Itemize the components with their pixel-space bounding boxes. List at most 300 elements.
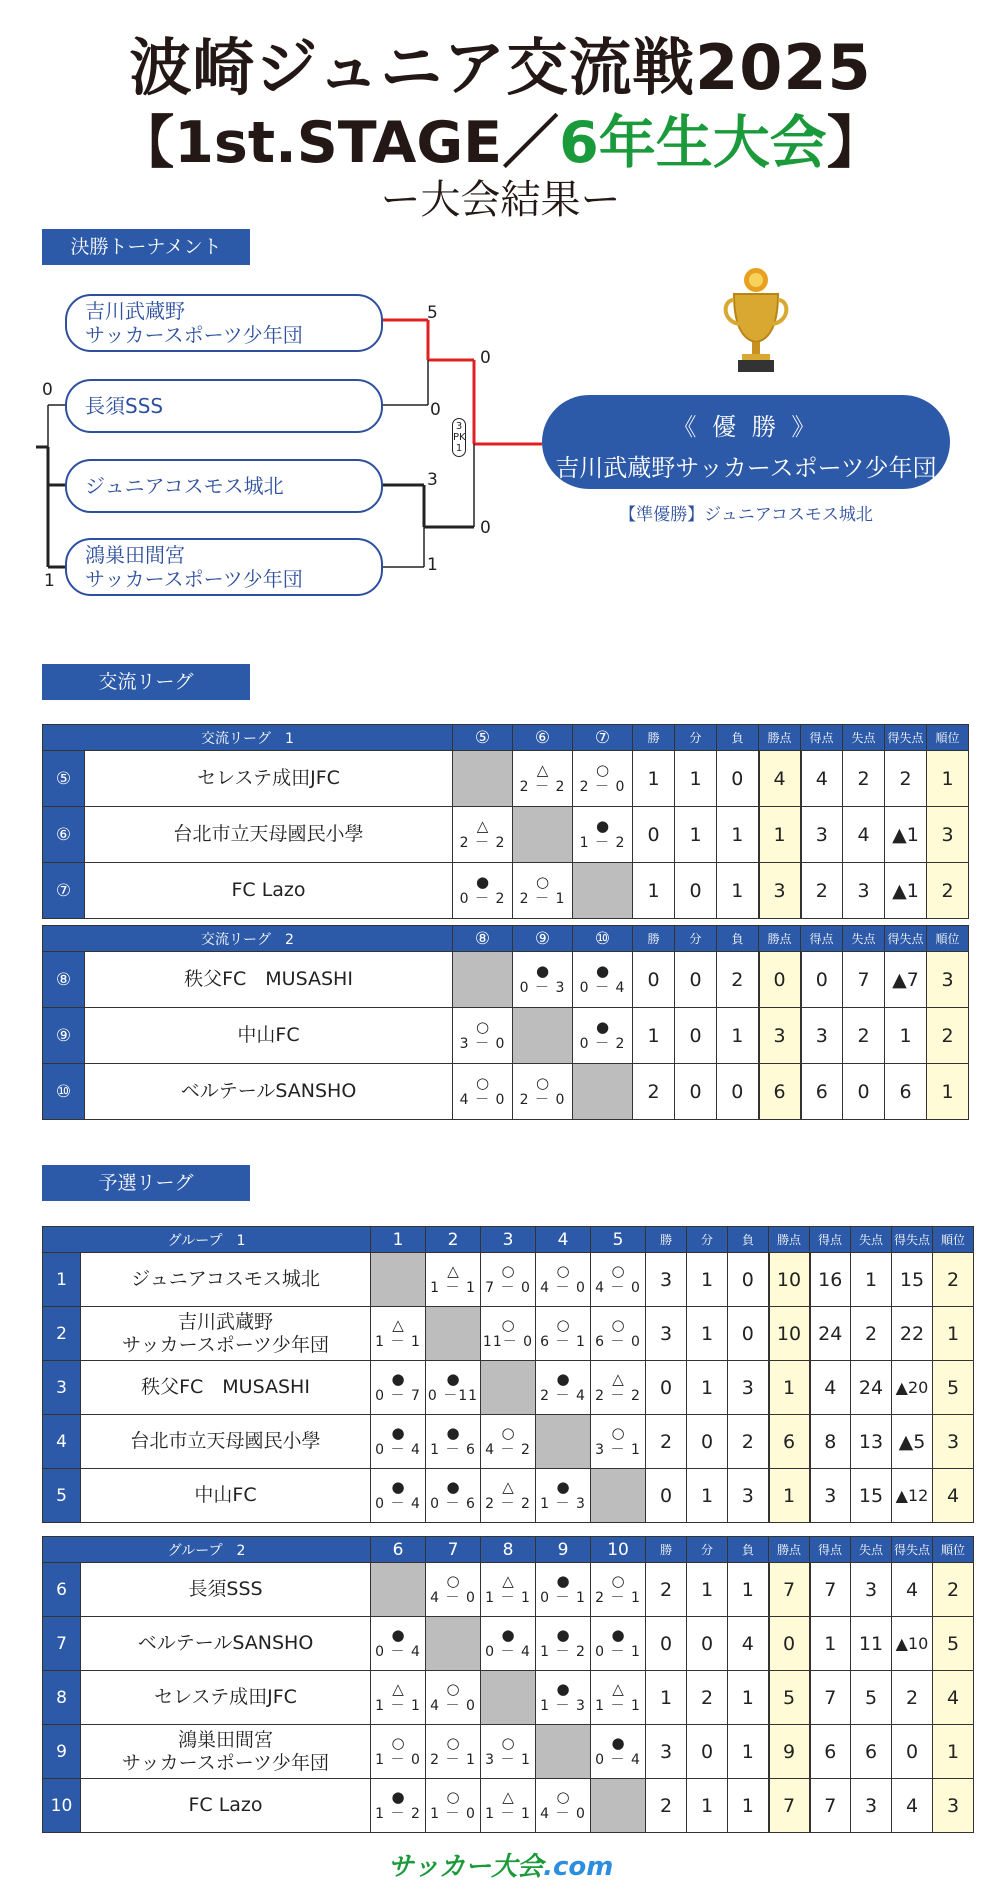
- rank-cell: 2: [933, 1253, 974, 1307]
- column-header-stat: 順位: [933, 1227, 974, 1253]
- column-header-stat: 負: [717, 926, 759, 952]
- result-mark: ●: [595, 1017, 610, 1036]
- stat-cell: 2: [892, 1671, 933, 1725]
- column-header-team: 8: [481, 1537, 536, 1563]
- stat-cell: 0: [646, 1469, 687, 1523]
- result-score: 1 － 1: [375, 1698, 421, 1715]
- result-mark: ●: [595, 816, 610, 835]
- stat-cell: 2: [717, 952, 759, 1008]
- row-number: 6: [43, 1563, 81, 1617]
- row-number: 3: [43, 1361, 81, 1415]
- match-result: [591, 1317, 645, 1350]
- rank-cell: 5: [933, 1361, 974, 1415]
- match-result-cell: [426, 1469, 481, 1523]
- column-header-team: 1: [371, 1227, 426, 1253]
- score-team-3: 3: [427, 470, 438, 490]
- stat-cell: 1: [675, 807, 717, 863]
- stat-cell: 3: [810, 1469, 851, 1523]
- column-header-stat: 得失点: [892, 1537, 933, 1563]
- stat-cell: 1: [646, 1671, 687, 1725]
- row-number: 9: [43, 1725, 81, 1779]
- rank-cell: 2: [933, 1563, 974, 1617]
- table-title: グループ 2: [43, 1537, 371, 1563]
- column-header-stat: 得点: [801, 725, 843, 751]
- stat-cell: 1: [717, 807, 759, 863]
- stat-cell: 2: [728, 1415, 769, 1469]
- stat-cell: 3: [646, 1307, 687, 1361]
- stat-cell: 5: [851, 1671, 892, 1725]
- exchange-section-label: 交流リーグ: [42, 664, 250, 700]
- table-title: グループ 1: [43, 1227, 371, 1253]
- table-row: [43, 1361, 974, 1415]
- result-mark: ●: [556, 1571, 570, 1590]
- column-header-stat: 得失点: [892, 1227, 933, 1253]
- column-header-stat: 得点: [810, 1227, 851, 1253]
- row-number: 8: [43, 1671, 81, 1725]
- column-header-stat: 勝: [633, 725, 675, 751]
- match-result: [371, 1681, 425, 1714]
- result-mark: ●: [611, 1733, 625, 1752]
- result-mark: ○: [501, 1315, 515, 1334]
- stat-cell: 4: [728, 1617, 769, 1671]
- result-mark: ○: [535, 1073, 550, 1092]
- result-score: 6 － 0: [595, 1334, 641, 1351]
- result-mark: ○: [475, 1073, 490, 1092]
- result-score: 1 － 1: [595, 1698, 641, 1715]
- match-result: [481, 1735, 535, 1768]
- rank-cell: 4: [933, 1469, 974, 1523]
- result-score: 2 － 0: [579, 779, 626, 796]
- rank-cell: 3: [927, 952, 969, 1008]
- match-result: [573, 762, 632, 795]
- stat-cell: 3: [728, 1469, 769, 1523]
- team-name: ジュニアコスモス城北: [81, 1253, 371, 1307]
- match-result-cell: [481, 1469, 536, 1523]
- stat-cell: 0: [801, 952, 843, 1008]
- stat-cell: 2: [633, 1064, 675, 1120]
- result-mark: ●: [611, 1625, 625, 1644]
- match-result-cell: [513, 751, 573, 807]
- result-score: 1 － 1: [485, 1806, 531, 1823]
- stat-cell: 0: [646, 1361, 687, 1415]
- result-mark: △: [612, 1369, 624, 1388]
- column-header-team: 10: [591, 1537, 646, 1563]
- team-name: 秩父FC MUSASHI: [81, 1361, 371, 1415]
- result-score: 0 － 1: [540, 1590, 586, 1607]
- league-table: [42, 925, 969, 1120]
- team-name: ベルテールSANSHO: [85, 1064, 453, 1120]
- result-score: 3 － 1: [485, 1752, 531, 1769]
- stat-cell: 3: [801, 1008, 843, 1064]
- match-result: [573, 818, 632, 851]
- column-header-team: ⑩: [573, 926, 633, 952]
- result-score: 1 － 6: [430, 1442, 476, 1459]
- column-header-stat: 得失点: [885, 926, 927, 952]
- match-result: [591, 1735, 645, 1768]
- stat-cell: 1: [728, 1779, 769, 1833]
- stat-cell: 1: [885, 1008, 927, 1064]
- result-mark: △: [502, 1571, 514, 1590]
- match-result-cell: [453, 1008, 513, 1064]
- rank-cell: 3: [927, 807, 969, 863]
- match-result: [513, 1075, 572, 1108]
- stat-cell: 15: [892, 1253, 933, 1307]
- match-result: [513, 963, 572, 996]
- match-result: [426, 1735, 480, 1768]
- winner-name: 吉川武蔵野サッカースポーツ少年団: [555, 454, 937, 482]
- match-result-cell: [481, 1779, 536, 1833]
- result-mark: ●: [446, 1477, 460, 1496]
- stat-cell: ▲12: [892, 1469, 933, 1523]
- score-left-top: 0: [42, 380, 53, 400]
- match-result: [513, 874, 572, 907]
- stat-cell: 2: [646, 1779, 687, 1833]
- stat-cell: 1: [810, 1617, 851, 1671]
- row-number: ⑧: [43, 952, 85, 1008]
- result-score: 0 － 4: [375, 1496, 421, 1513]
- match-result-cell: [426, 1361, 481, 1415]
- stat-cell: 1: [633, 1008, 675, 1064]
- result-mark: ○: [475, 1017, 490, 1036]
- column-header-stat: 順位: [927, 725, 969, 751]
- row-number: 7: [43, 1617, 81, 1671]
- stat-cell: 6: [851, 1725, 892, 1779]
- result-score: 0 － 4: [375, 1644, 421, 1661]
- match-result: [426, 1263, 480, 1296]
- self-match-cell: [426, 1617, 481, 1671]
- match-result: [371, 1735, 425, 1768]
- stat-cell: 22: [892, 1307, 933, 1361]
- stat-cell: 1: [728, 1671, 769, 1725]
- column-header-stat: 失点: [843, 725, 885, 751]
- match-result: [573, 963, 632, 996]
- row-number: 4: [43, 1415, 81, 1469]
- trophy-icon: [726, 268, 787, 372]
- team-name: FC Lazo: [81, 1779, 371, 1833]
- self-match-cell: [453, 751, 513, 807]
- self-match-cell: [536, 1415, 591, 1469]
- stat-cell: 1: [851, 1253, 892, 1307]
- result-score: 1 － 0: [430, 1806, 476, 1823]
- self-match-cell: [573, 1064, 633, 1120]
- stat-cell: 2: [843, 751, 885, 807]
- column-header-team: 2: [426, 1227, 481, 1253]
- result-mark: ○: [556, 1315, 570, 1334]
- table-row: [43, 1779, 974, 1833]
- match-result: [536, 1371, 590, 1404]
- points-cell: 0: [759, 952, 801, 1008]
- match-result: [591, 1681, 645, 1714]
- match-result-cell: [426, 1671, 481, 1725]
- self-match-cell: [513, 1008, 573, 1064]
- stat-cell: 2: [885, 751, 927, 807]
- stat-cell: 1: [687, 1779, 728, 1833]
- pk-score: [452, 418, 466, 457]
- stat-cell: 1: [687, 1361, 728, 1415]
- match-result: [426, 1425, 480, 1458]
- table-row: [43, 1671, 974, 1725]
- rank-cell: 4: [933, 1671, 974, 1725]
- points-cell: 1: [759, 807, 801, 863]
- result-mark: ●: [556, 1625, 570, 1644]
- result-score: 1 － 1: [430, 1280, 476, 1297]
- result-score: 2 － 4: [540, 1388, 586, 1405]
- stat-cell: 0: [633, 807, 675, 863]
- stat-cell: ▲7: [885, 952, 927, 1008]
- score-semi-top: 0: [480, 348, 491, 368]
- result-mark: △: [476, 816, 489, 835]
- match-result-cell: [371, 1415, 426, 1469]
- rank-cell: 1: [933, 1725, 974, 1779]
- match-result-cell: [536, 1469, 591, 1523]
- rank-cell: 3: [933, 1415, 974, 1469]
- stat-cell: 4: [843, 807, 885, 863]
- match-result-cell: [591, 1307, 646, 1361]
- result-score: 2 － 1: [595, 1590, 641, 1607]
- stat-cell: 2: [843, 1008, 885, 1064]
- result-score: 0 － 2: [579, 1036, 626, 1053]
- points-cell: 7: [769, 1779, 810, 1833]
- stat-cell: 0: [892, 1725, 933, 1779]
- result-score: 4 － 2: [485, 1442, 531, 1459]
- match-result: [591, 1627, 645, 1660]
- stat-cell: 4: [892, 1779, 933, 1833]
- column-header-stat: 負: [717, 725, 759, 751]
- stat-cell: 7: [843, 952, 885, 1008]
- stat-cell: ▲1: [885, 863, 927, 919]
- team-name: ジュニアコスモス城北: [85, 474, 284, 498]
- table-row: [43, 1469, 974, 1523]
- match-result-cell: [573, 807, 633, 863]
- page-caption: ー大会結果ー: [380, 177, 621, 223]
- column-header-team: ⑧: [453, 926, 513, 952]
- league-table: [42, 1536, 974, 1833]
- stat-cell: 24: [810, 1307, 851, 1361]
- league-table: [42, 724, 969, 919]
- result-mark: △: [392, 1315, 404, 1334]
- stat-cell: ▲5: [892, 1415, 933, 1469]
- result-score: 4 － 0: [595, 1280, 641, 1297]
- result-score: 3 － 0: [459, 1036, 506, 1053]
- subtitle-green: 6年生大会: [559, 110, 827, 176]
- match-result: [536, 1479, 590, 1512]
- stat-cell: 7: [810, 1779, 851, 1833]
- match-result-cell: [591, 1415, 646, 1469]
- column-header-team: ⑦: [573, 725, 633, 751]
- result-mark: ●: [446, 1423, 460, 1442]
- column-header-stat: 失点: [843, 926, 885, 952]
- result-score: 3 － 1: [595, 1442, 641, 1459]
- match-result-cell: [426, 1415, 481, 1469]
- match-result: [481, 1425, 535, 1458]
- rank-cell: 3: [933, 1779, 974, 1833]
- result-score: 0 － 7: [375, 1388, 421, 1405]
- row-number: ⑦: [43, 863, 85, 919]
- runner-up: 【準優勝】ジュニアコスモス城北: [619, 505, 873, 525]
- stat-cell: 0: [717, 751, 759, 807]
- match-result-cell: [426, 1725, 481, 1779]
- column-header-stat: 分: [675, 725, 717, 751]
- row-number: ⑩: [43, 1064, 85, 1120]
- match-result: [371, 1627, 425, 1660]
- result-mark: ○: [611, 1261, 625, 1280]
- stat-cell: 4: [810, 1361, 851, 1415]
- subtitle-post: 】: [826, 110, 884, 176]
- self-match-cell: [371, 1563, 426, 1617]
- stat-cell: 2: [851, 1307, 892, 1361]
- footer-logo-main: サッカー大会: [387, 1852, 544, 1882]
- stat-cell: 15: [851, 1469, 892, 1523]
- result-score: 2 － 0: [519, 1092, 566, 1109]
- stat-cell: 0: [633, 952, 675, 1008]
- score-left-bottom: 1: [44, 571, 55, 591]
- result-score: 4 － 0: [430, 1698, 476, 1715]
- match-result: [591, 1425, 645, 1458]
- table-title: 交流リーグ 2: [43, 926, 453, 952]
- stat-cell: 8: [810, 1415, 851, 1469]
- result-mark: △: [536, 760, 549, 779]
- match-result-cell: [426, 1253, 481, 1307]
- table-row: [43, 1725, 974, 1779]
- match-result-cell: [453, 1064, 513, 1120]
- self-match-cell: [536, 1725, 591, 1779]
- points-cell: 9: [769, 1725, 810, 1779]
- final-section-label: 決勝トーナメント: [42, 229, 250, 265]
- team-name: 中山FC: [81, 1469, 371, 1523]
- match-result: [481, 1479, 535, 1512]
- points-cell: 3: [759, 863, 801, 919]
- result-mark: ○: [556, 1261, 570, 1280]
- points-cell: 0: [769, 1617, 810, 1671]
- result-mark: ○: [446, 1571, 460, 1590]
- result-score: 1 － 0: [375, 1752, 421, 1769]
- score-team-1: 5: [427, 303, 438, 323]
- rank-cell: 1: [933, 1307, 974, 1361]
- match-result: [371, 1425, 425, 1458]
- result-mark: ●: [391, 1787, 405, 1806]
- team-name: 台北市立天母國民小學: [81, 1415, 371, 1469]
- result-score: 1 － 3: [540, 1698, 586, 1715]
- score-team-4: 1: [427, 555, 438, 575]
- match-result-cell: [371, 1725, 426, 1779]
- prelim-section-label: 予選リーグ: [42, 1165, 250, 1201]
- result-score: 4 － 0: [430, 1590, 476, 1607]
- column-header-stat: 順位: [933, 1537, 974, 1563]
- self-match-cell: [426, 1307, 481, 1361]
- match-result-cell: [591, 1671, 646, 1725]
- result-score: 1 － 1: [485, 1590, 531, 1607]
- stat-cell: 3: [728, 1361, 769, 1415]
- result-score: 0 －11: [427, 1388, 479, 1405]
- column-header-stat: 勝: [646, 1537, 687, 1563]
- result-score: 1 － 2: [375, 1806, 421, 1823]
- match-result-cell: [513, 863, 573, 919]
- column-header-team: ⑥: [513, 725, 573, 751]
- column-header-team: ⑤: [453, 725, 513, 751]
- table-title: 交流リーグ 1: [43, 725, 453, 751]
- match-result: [371, 1371, 425, 1404]
- self-match-cell: [591, 1779, 646, 1833]
- match-result: [453, 818, 512, 851]
- result-score: 0 － 2: [459, 891, 506, 908]
- rank-cell: 5: [933, 1617, 974, 1671]
- rank-cell: 2: [927, 1008, 969, 1064]
- result-mark: ○: [611, 1315, 625, 1334]
- result-score: 1 － 1: [375, 1334, 421, 1351]
- score-semi-bottom: 0: [480, 518, 491, 538]
- match-result: [453, 1019, 512, 1052]
- column-header-stat: 得点: [810, 1537, 851, 1563]
- column-header-stat: 勝: [646, 1227, 687, 1253]
- result-mark: ●: [446, 1369, 460, 1388]
- row-number: 5: [43, 1469, 81, 1523]
- result-mark: ●: [556, 1679, 570, 1698]
- result-mark: △: [502, 1477, 514, 1496]
- result-score: 6 － 1: [540, 1334, 586, 1351]
- match-result-cell: [481, 1253, 536, 1307]
- result-mark: △: [502, 1787, 514, 1806]
- match-result-cell: [536, 1253, 591, 1307]
- result-mark: ○: [595, 760, 610, 779]
- column-header-team: 4: [536, 1227, 591, 1253]
- team-name: セレステ成田JFC: [81, 1671, 371, 1725]
- column-header-team: ⑨: [513, 926, 573, 952]
- stat-cell: 0: [687, 1725, 728, 1779]
- match-result-cell: [371, 1469, 426, 1523]
- result-mark: ○: [501, 1423, 515, 1442]
- stat-cell: 1: [687, 1563, 728, 1617]
- match-result: [481, 1573, 535, 1606]
- match-result: [536, 1627, 590, 1660]
- winner-label: 《 優 勝 》: [672, 413, 820, 441]
- bracket-team-1: [65, 294, 383, 352]
- column-header-stat: 勝: [633, 926, 675, 952]
- points-cell: 6: [759, 1064, 801, 1120]
- score-team-2: 0: [430, 400, 441, 420]
- match-result: [481, 1317, 535, 1350]
- result-score: 2 － 2: [459, 835, 506, 852]
- rank-cell: 1: [927, 751, 969, 807]
- result-mark: ○: [535, 872, 550, 891]
- team-name: 鴻巣田間宮 サッカースポーツ少年団: [81, 1725, 371, 1779]
- column-header-stat: 失点: [851, 1537, 892, 1563]
- result-score: 2 － 2: [595, 1388, 641, 1405]
- stat-cell: 13: [851, 1415, 892, 1469]
- table-row: [43, 1008, 969, 1064]
- table-row: [43, 1307, 974, 1361]
- stat-cell: 0: [675, 863, 717, 919]
- column-header-team: 9: [536, 1537, 591, 1563]
- match-result-cell: [371, 1671, 426, 1725]
- column-header-team: 5: [591, 1227, 646, 1253]
- stat-cell: 1: [687, 1307, 728, 1361]
- footer-logo: [0, 1846, 1001, 1883]
- result-mark: ●: [391, 1423, 405, 1442]
- result-mark: △: [392, 1679, 404, 1698]
- match-result-cell: [536, 1779, 591, 1833]
- stat-cell: 3: [851, 1779, 892, 1833]
- table-row: [43, 863, 969, 919]
- team-name: 長須SSS: [85, 394, 164, 418]
- match-result: [513, 762, 572, 795]
- stat-cell: 2: [646, 1563, 687, 1617]
- result-score: 1 － 3: [540, 1496, 586, 1513]
- match-result: [591, 1371, 645, 1404]
- points-cell: 3: [759, 1008, 801, 1064]
- match-result: [426, 1371, 480, 1404]
- match-result-cell: [371, 1779, 426, 1833]
- result-score: 7 － 0: [485, 1280, 531, 1297]
